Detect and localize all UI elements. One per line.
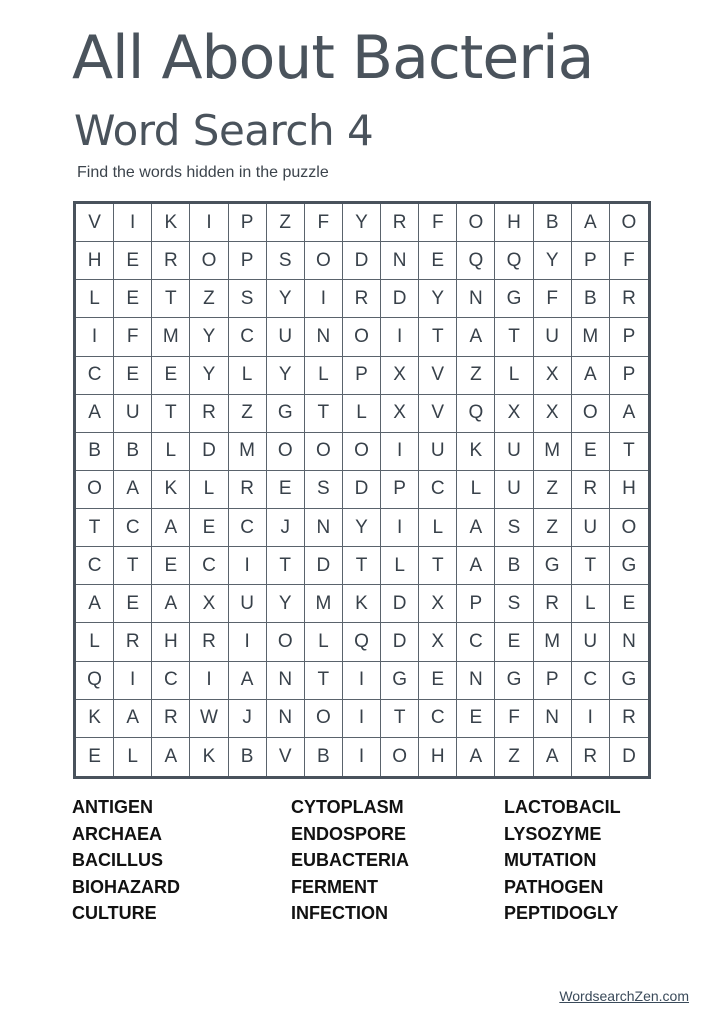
grid-cell[interactable]: I bbox=[190, 204, 228, 242]
grid-cell[interactable]: H bbox=[495, 204, 533, 242]
grid-cell[interactable]: P bbox=[534, 662, 572, 700]
word-item: PEPTIDOGLY bbox=[504, 903, 619, 924]
footer-link[interactable]: WordsearchZen.com bbox=[559, 988, 689, 1004]
grid-cell[interactable]: O bbox=[267, 433, 305, 471]
grid-cell[interactable]: E bbox=[495, 623, 533, 661]
grid-cell[interactable]: Q bbox=[343, 623, 381, 661]
grid-cell[interactable]: S bbox=[267, 242, 305, 280]
grid-cell[interactable]: A bbox=[457, 738, 495, 776]
grid-cell[interactable]: O bbox=[381, 738, 419, 776]
grid-cell[interactable]: L bbox=[343, 395, 381, 433]
grid-cell[interactable]: G bbox=[610, 662, 648, 700]
grid-cell[interactable]: C bbox=[114, 509, 152, 547]
word-item: BIOHAZARD bbox=[72, 876, 180, 897]
grid-cell[interactable]: T bbox=[572, 547, 610, 585]
grid-cell[interactable]: O bbox=[572, 395, 610, 433]
grid-cell[interactable]: A bbox=[114, 700, 152, 738]
grid-cell[interactable]: S bbox=[495, 585, 533, 623]
grid-cell[interactable]: D bbox=[381, 585, 419, 623]
grid-cell[interactable]: C bbox=[76, 357, 114, 395]
grid-cell[interactable]: M bbox=[534, 433, 572, 471]
grid-cell[interactable]: E bbox=[419, 242, 457, 280]
grid-cell[interactable]: I bbox=[190, 662, 228, 700]
grid-cell[interactable]: I bbox=[381, 318, 419, 356]
grid-cell[interactable]: Q bbox=[457, 242, 495, 280]
grid-cell[interactable]: X bbox=[381, 357, 419, 395]
grid-cell[interactable]: R bbox=[229, 471, 267, 509]
grid-cell[interactable]: A bbox=[610, 395, 648, 433]
grid-cell[interactable]: Q bbox=[495, 242, 533, 280]
grid-cell[interactable]: F bbox=[114, 318, 152, 356]
grid-cell[interactable]: I bbox=[381, 433, 419, 471]
grid-cell[interactable]: R bbox=[114, 623, 152, 661]
grid-cell[interactable]: F bbox=[305, 204, 343, 242]
grid-cell[interactable]: O bbox=[267, 623, 305, 661]
word-item: LYSOZYME bbox=[504, 823, 602, 844]
grid-cell[interactable]: U bbox=[495, 433, 533, 471]
grid-cell[interactable]: P bbox=[572, 242, 610, 280]
grid-cell[interactable]: A bbox=[534, 738, 572, 776]
grid-cell[interactable]: U bbox=[572, 623, 610, 661]
grid-cell[interactable]: B bbox=[229, 738, 267, 776]
grid-cell[interactable]: G bbox=[381, 662, 419, 700]
grid-cell[interactable]: P bbox=[610, 318, 648, 356]
grid-cell[interactable]: C bbox=[190, 547, 228, 585]
grid-cell[interactable]: R bbox=[610, 700, 648, 738]
grid-cell[interactable]: O bbox=[190, 242, 228, 280]
grid-cell[interactable]: O bbox=[343, 318, 381, 356]
grid-cell[interactable]: L bbox=[229, 357, 267, 395]
grid-cell[interactable]: E bbox=[572, 433, 610, 471]
grid-cell[interactable]: Z bbox=[267, 204, 305, 242]
grid-cell[interactable]: L bbox=[381, 547, 419, 585]
grid-cell[interactable]: U bbox=[114, 395, 152, 433]
grid-cell[interactable]: O bbox=[343, 433, 381, 471]
grid-cell[interactable]: L bbox=[457, 471, 495, 509]
grid-cell[interactable]: J bbox=[229, 700, 267, 738]
grid-cell[interactable]: U bbox=[267, 318, 305, 356]
grid-cell[interactable]: T bbox=[76, 509, 114, 547]
word-column-1 bbox=[72, 794, 180, 927]
grid-cell[interactable]: O bbox=[76, 471, 114, 509]
grid-cell[interactable]: S bbox=[229, 280, 267, 318]
grid-cell[interactable]: X bbox=[495, 395, 533, 433]
grid-cell[interactable]: U bbox=[495, 471, 533, 509]
grid-cell[interactable]: M bbox=[534, 623, 572, 661]
grid-cell[interactable]: B bbox=[534, 204, 572, 242]
grid-cell[interactable]: N bbox=[267, 662, 305, 700]
grid-cell[interactable]: C bbox=[419, 700, 457, 738]
word-item: EUBACTERIA bbox=[291, 850, 410, 871]
grid-cell[interactable]: G bbox=[495, 662, 533, 700]
grid-cell[interactable]: T bbox=[495, 318, 533, 356]
grid-cell[interactable]: G bbox=[534, 547, 572, 585]
grid-cell[interactable]: D bbox=[305, 547, 343, 585]
grid-cell[interactable]: P bbox=[343, 357, 381, 395]
word-column-3 bbox=[504, 794, 621, 927]
grid-cell[interactable]: M bbox=[229, 433, 267, 471]
grid-cell[interactable]: Q bbox=[457, 395, 495, 433]
grid-cell[interactable]: Z bbox=[534, 509, 572, 547]
grid-cell[interactable]: D bbox=[622, 745, 636, 767]
grid-cell[interactable]: T bbox=[152, 395, 190, 433]
grid-cell[interactable]: M bbox=[305, 585, 343, 623]
grid-cell[interactable]: L bbox=[305, 623, 343, 661]
grid-cell[interactable]: B bbox=[305, 738, 343, 776]
grid-cell[interactable]: Z bbox=[534, 471, 572, 509]
grid-cell[interactable]: U bbox=[572, 509, 610, 547]
grid-cell[interactable]: V bbox=[267, 738, 305, 776]
grid-cell[interactable]: L bbox=[305, 357, 343, 395]
grid-cell[interactable]: I bbox=[229, 623, 267, 661]
grid-cell[interactable]: I bbox=[114, 662, 152, 700]
word-item: MUTATION bbox=[504, 850, 597, 871]
grid-cell[interactable]: P bbox=[610, 357, 648, 395]
word-item: INFECTION bbox=[291, 903, 388, 924]
grid-cell[interactable]: A bbox=[114, 471, 152, 509]
grid-cell[interactable]: T bbox=[343, 547, 381, 585]
grid-cell[interactable]: Z bbox=[229, 395, 267, 433]
word-item: CULTURE bbox=[72, 903, 157, 924]
grid-cell[interactable]: O bbox=[610, 204, 648, 242]
grid-cell[interactable]: Y bbox=[343, 509, 381, 547]
grid-cell[interactable]: A bbox=[152, 509, 190, 547]
grid-cell[interactable]: E bbox=[114, 585, 152, 623]
grid-cell[interactable]: V bbox=[76, 204, 114, 242]
grid-cell[interactable]: E bbox=[114, 357, 152, 395]
grid-cell[interactable]: E bbox=[457, 700, 495, 738]
grid-cell[interactable]: I bbox=[381, 509, 419, 547]
grid-cell[interactable]: C bbox=[572, 662, 610, 700]
grid-cell[interactable]: C bbox=[457, 623, 495, 661]
grid-cell[interactable]: P bbox=[229, 204, 267, 242]
grid-cell[interactable]: U bbox=[419, 433, 457, 471]
grid-cell[interactable]: I bbox=[76, 318, 114, 356]
grid-cell[interactable]: M bbox=[152, 318, 190, 356]
grid-cell[interactable]: X bbox=[381, 395, 419, 433]
grid-cell[interactable]: T bbox=[305, 395, 343, 433]
grid-cell[interactable]: L bbox=[419, 509, 457, 547]
grid-cell[interactable]: R bbox=[572, 738, 610, 776]
grid-cell[interactable]: D bbox=[381, 623, 419, 661]
word-item: CYTOPLASM bbox=[291, 797, 404, 817]
grid-cell[interactable]: A bbox=[457, 509, 495, 547]
grid-cell[interactable]: E bbox=[190, 509, 228, 547]
word-item: PATHOGEN bbox=[504, 876, 604, 897]
word-item: FERMENT bbox=[291, 876, 378, 897]
grid-cell[interactable]: E bbox=[152, 547, 190, 585]
grid-cell[interactable]: N bbox=[305, 509, 343, 547]
grid-cell[interactable]: A bbox=[572, 204, 610, 242]
grid-cell[interactable]: E bbox=[114, 280, 152, 318]
grid-cell[interactable]: Y bbox=[190, 357, 228, 395]
grid-cell[interactable]: O bbox=[457, 204, 495, 242]
grid-cell[interactable]: X bbox=[534, 357, 572, 395]
grid-cell[interactable]: U bbox=[229, 585, 267, 623]
grid-cell[interactable]: G bbox=[495, 280, 533, 318]
word-column-2 bbox=[291, 794, 409, 927]
grid-cell[interactable]: T bbox=[114, 547, 152, 585]
grid-cell[interactable]: I bbox=[114, 204, 152, 242]
grid-cell[interactable]: V bbox=[419, 357, 457, 395]
grid-cell[interactable]: I bbox=[305, 280, 343, 318]
grid-cell[interactable]: F bbox=[495, 700, 533, 738]
grid-cell[interactable]: M bbox=[572, 318, 610, 356]
grid-cell[interactable]: H bbox=[419, 738, 457, 776]
grid-cell[interactable]: T bbox=[419, 318, 457, 356]
grid-cell[interactable]: K bbox=[190, 738, 228, 776]
grid-cell[interactable]: I bbox=[343, 738, 381, 776]
grid-cell[interactable]: R bbox=[152, 242, 190, 280]
grid-cell[interactable]: X bbox=[419, 585, 457, 623]
grid-cell[interactable]: A bbox=[229, 662, 267, 700]
word-item: ANTIGEN bbox=[72, 797, 153, 817]
grid-cell[interactable]: Y bbox=[419, 280, 457, 318]
grid-cell[interactable]: R bbox=[343, 280, 381, 318]
grid-cell[interactable]: X bbox=[190, 585, 228, 623]
grid-cell[interactable]: J bbox=[267, 509, 305, 547]
grid-cell[interactable]: F bbox=[534, 280, 572, 318]
grid-cell[interactable]: I bbox=[343, 662, 381, 700]
instructions-text: Find the words hidden in the puzzle bbox=[77, 164, 329, 181]
word-item: LACTOBACIL bbox=[504, 797, 621, 817]
grid-cell[interactable]: C bbox=[419, 471, 457, 509]
grid-cell[interactable]: T bbox=[305, 662, 343, 700]
grid-cell[interactable]: N bbox=[305, 318, 343, 356]
grid-cell[interactable]: W bbox=[190, 700, 228, 738]
grid-cell[interactable]: N bbox=[534, 700, 572, 738]
grid-cell[interactable]: R bbox=[534, 585, 572, 623]
grid-cell[interactable]: T bbox=[381, 700, 419, 738]
grid-cell[interactable]: P bbox=[381, 471, 419, 509]
grid-cell[interactable]: I bbox=[572, 700, 610, 738]
grid-cell[interactable]: Z bbox=[495, 738, 533, 776]
grid-cell[interactable]: G bbox=[610, 547, 648, 585]
grid-cell[interactable]: O bbox=[305, 700, 343, 738]
grid-cell[interactable]: C bbox=[76, 547, 114, 585]
grid-cell[interactable]: H bbox=[76, 242, 114, 280]
grid-cell[interactable]: E bbox=[76, 738, 114, 776]
grid-cell[interactable]: S bbox=[305, 471, 343, 509]
grid-cell[interactable]: O bbox=[305, 242, 343, 280]
grid-cell[interactable]: B bbox=[114, 433, 152, 471]
grid-cell[interactable]: C bbox=[152, 662, 190, 700]
grid-cell[interactable]: L bbox=[114, 738, 152, 776]
grid-cell[interactable]: R bbox=[610, 280, 648, 318]
grid-cell[interactable]: H bbox=[610, 471, 648, 509]
word-item: ARCHAEA bbox=[72, 823, 162, 844]
word-item: ENDOSPORE bbox=[291, 823, 407, 844]
grid-cell[interactable]: B bbox=[76, 433, 114, 471]
grid-cell[interactable]: E bbox=[267, 471, 305, 509]
grid-cell[interactable]: O bbox=[610, 509, 648, 547]
word-search-grid bbox=[73, 201, 651, 779]
grid-cell[interactable]: L bbox=[76, 623, 114, 661]
grid-cell[interactable]: L bbox=[76, 280, 114, 318]
page-title: All About Bacteria bbox=[72, 23, 594, 93]
grid-cell[interactable]: T bbox=[610, 433, 648, 471]
grid-cell[interactable]: K bbox=[152, 204, 190, 242]
grid-cell[interactable]: U bbox=[534, 318, 572, 356]
grid-cell[interactable]: K bbox=[343, 585, 381, 623]
grid-cell[interactable]: E bbox=[114, 242, 152, 280]
grid-cell[interactable]: E bbox=[610, 585, 648, 623]
grid-cell[interactable]: L bbox=[495, 357, 533, 395]
grid-cell[interactable]: Y bbox=[534, 242, 572, 280]
grid-cell[interactable]: A bbox=[152, 738, 190, 776]
grid-cell[interactable]: V bbox=[419, 395, 457, 433]
grid-cell[interactable]: F bbox=[419, 204, 457, 242]
grid-cell[interactable]: I bbox=[229, 547, 267, 585]
grid-cell[interactable]: Y bbox=[190, 318, 228, 356]
grid-cell[interactable]: Y bbox=[343, 204, 381, 242]
grid-cell[interactable]: P bbox=[457, 585, 495, 623]
grid-cell[interactable]: P bbox=[229, 242, 267, 280]
grid-cell[interactable]: D bbox=[190, 433, 228, 471]
grid-cell[interactable]: Z bbox=[190, 280, 228, 318]
grid-cell[interactable]: K bbox=[76, 700, 114, 738]
grid-cell[interactable]: T bbox=[267, 547, 305, 585]
grid-cell[interactable]: B bbox=[572, 280, 610, 318]
grid-cell[interactable]: R bbox=[381, 204, 419, 242]
grid-cell[interactable]: R bbox=[190, 623, 228, 661]
grid-cell[interactable]: A bbox=[457, 318, 495, 356]
grid-cell[interactable]: E bbox=[419, 662, 457, 700]
grid-cell[interactable]: R bbox=[152, 700, 190, 738]
grid-cell[interactable]: N bbox=[267, 700, 305, 738]
grid-cell[interactable]: A bbox=[152, 585, 190, 623]
grid-cell[interactable]: A bbox=[76, 585, 114, 623]
grid-cell[interactable]: Z bbox=[457, 357, 495, 395]
grid-cell[interactable]: T bbox=[419, 547, 457, 585]
grid-cell[interactable]: D bbox=[343, 242, 381, 280]
grid-cell[interactable]: X bbox=[419, 623, 457, 661]
grid-cell[interactable]: Y bbox=[267, 585, 305, 623]
grid-cell[interactable]: D bbox=[343, 471, 381, 509]
grid-cell[interactable]: L bbox=[572, 585, 610, 623]
grid-cell[interactable]: L bbox=[152, 433, 190, 471]
grid-cell[interactable]: I bbox=[343, 700, 381, 738]
grid-cell[interactable]: C bbox=[229, 509, 267, 547]
grid-cell[interactable]: N bbox=[457, 280, 495, 318]
grid-cell[interactable]: L bbox=[190, 471, 228, 509]
grid-cell[interactable]: N bbox=[381, 242, 419, 280]
grid-cell[interactable]: F bbox=[610, 242, 648, 280]
grid-cell[interactable]: N bbox=[457, 662, 495, 700]
grid-cell[interactable]: R bbox=[572, 471, 610, 509]
grid-cell[interactable]: C bbox=[229, 318, 267, 356]
grid-cell[interactable]: S bbox=[495, 509, 533, 547]
grid-cell[interactable]: A bbox=[572, 357, 610, 395]
grid-cell[interactable]: K bbox=[152, 471, 190, 509]
grid-cell[interactable]: R bbox=[190, 395, 228, 433]
word-item: BACILLUS bbox=[72, 850, 163, 871]
grid-cell[interactable]: A bbox=[76, 395, 114, 433]
grid-cell[interactable]: O bbox=[305, 433, 343, 471]
grid-cell[interactable]: X bbox=[534, 395, 572, 433]
grid-cell[interactable]: Y bbox=[267, 357, 305, 395]
grid-cell[interactable]: Q bbox=[76, 662, 114, 700]
grid-cell[interactable]: G bbox=[267, 395, 305, 433]
grid-cell[interactable]: H bbox=[152, 623, 190, 661]
grid-cell[interactable]: E bbox=[152, 357, 190, 395]
grid-cell[interactable]: K bbox=[457, 433, 495, 471]
grid-cell[interactable]: A bbox=[457, 547, 495, 585]
page-subtitle: Word Search 4 bbox=[74, 106, 374, 155]
grid-cell[interactable]: B bbox=[495, 547, 533, 585]
grid-cell[interactable]: Y bbox=[267, 280, 305, 318]
grid-cell[interactable]: D bbox=[381, 280, 419, 318]
grid-cell[interactable]: N bbox=[610, 623, 648, 661]
grid-cell[interactable]: T bbox=[152, 280, 190, 318]
